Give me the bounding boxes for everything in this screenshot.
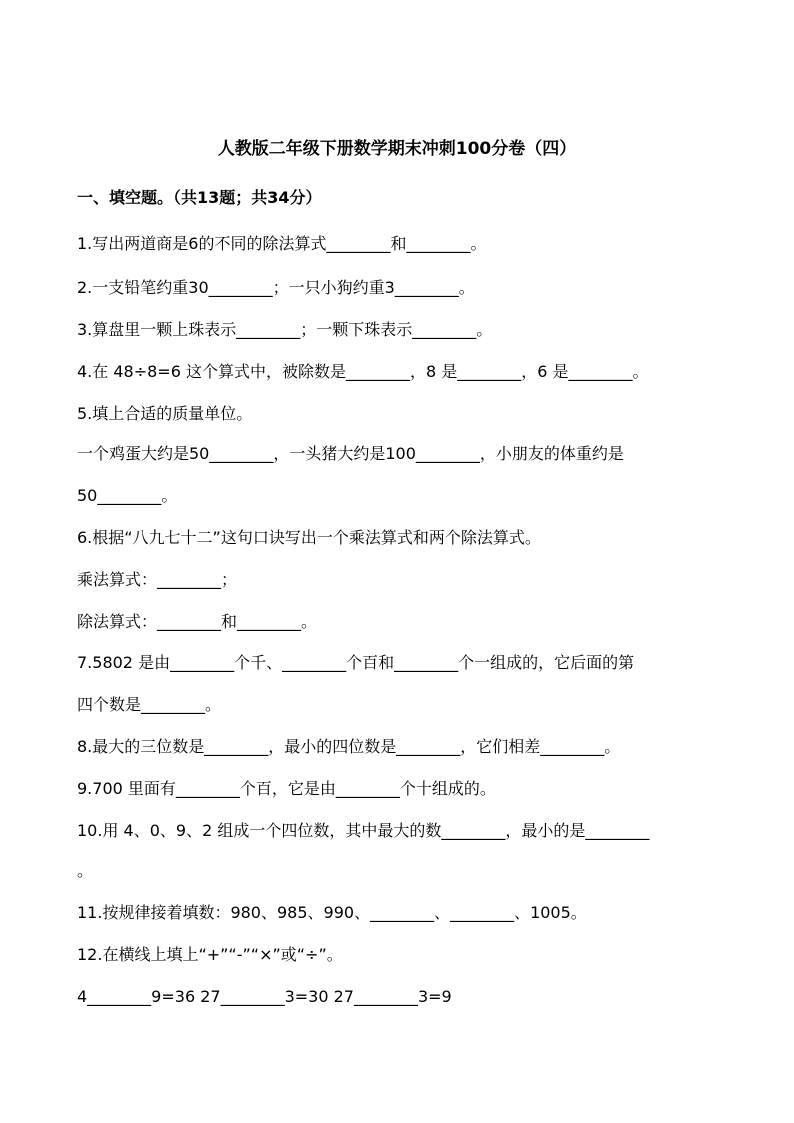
question-1: 1.写出两道商是6的不同的除法算式________和________。 [77,234,487,253]
question-6: 6.根据“八九七十二”这句口诀写出一个乘法算式和两个除法算式。 [77,528,541,547]
question-9: 9.700 里面有________个百，它是由________个十组成的。 [77,779,496,798]
question-5-line-1: 一个鸡蛋大约是50________，一头猪大约是100________，小朋友的体重约是 [77,444,624,463]
question-4: 4.在 48÷8=6 这个算式中，被除数是________，8 是________，6 是________。 [77,362,649,381]
section-heading: 一、填空题。（共13题；共34分） [77,188,322,207]
worksheet-title: 人教版二年级下册数学期末冲刺100分卷（四） [217,139,577,159]
question-10: 10.用 4、0、9、2 组成一个四位数，其中最大的数________，最小的是________ [77,821,650,840]
question-7-line-2: 四个数是________。 [77,695,222,714]
question-7: 7.5802 是由________个千、________个百和________个一组成的，它后面的第 [77,653,635,672]
question-12: 12.在横线上填上“+”“-”“×”或“÷”。 [77,945,343,964]
question-8: 8.最大的三位数是________，最小的四位数是________，它们相差________。 [77,737,621,756]
question-5: 5.填上合适的质量单位。 [77,404,253,423]
question-5-line-2: 50________。 [77,486,178,505]
question-3: 3.算盘里一颗上珠表示________；一颗下珠表示________。 [77,320,493,339]
question-6-division: 除法算式：________和________。 [77,612,318,631]
question-6-multiplication: 乘法算式：________； [77,570,238,589]
question-11: 11.按规律接着填数：980、985、990、________、________、1005。 [77,903,587,922]
question-2: 2.一支铅笔约重30________；一只小狗约重3________。 [77,278,475,297]
question-12-blanks: 4________9=36 27________3=30 27________3=9 [77,987,452,1006]
question-10-line-2: 。 [77,861,94,880]
